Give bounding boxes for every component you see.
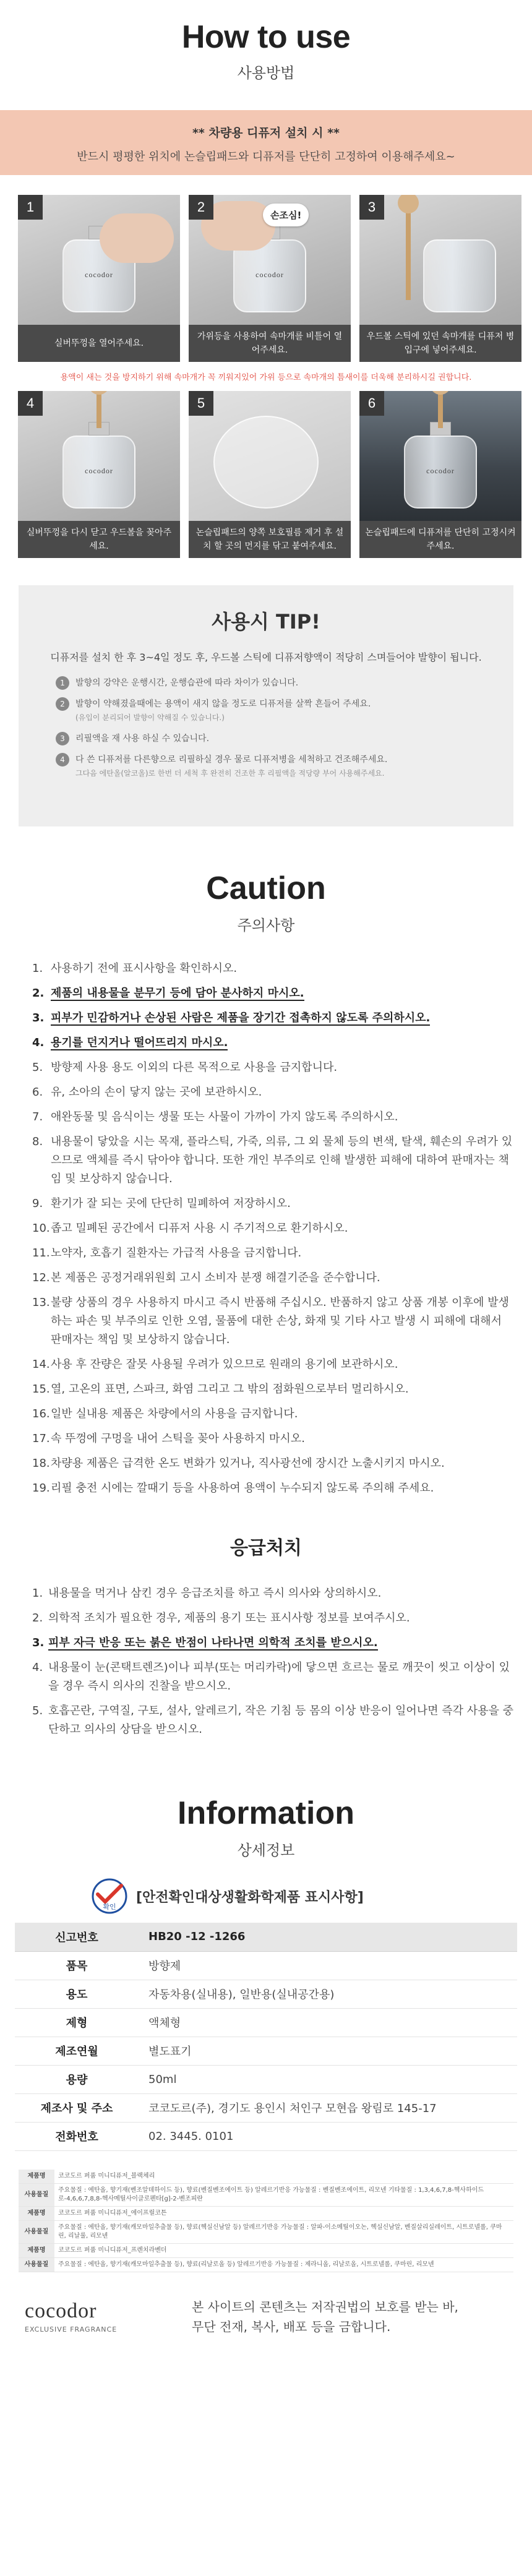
tip-list	[56, 676, 513, 780]
step-number: 1	[18, 195, 43, 220]
item-text: 내용물을 먹거나 삼킨 경우 응급조치를 하고 즉시 의사와 상의하시오.	[48, 1587, 382, 1600]
list-item	[32, 1380, 515, 1399]
info-value: 02. 3445. 0101	[139, 2122, 517, 2150]
item-text: 피부 자극 반응 또는 붉은 반점이 나타나면 의학적 조치를 받으시오.	[48, 1636, 378, 1649]
info-key: 용도	[15, 1980, 139, 2008]
step-photo-close	[18, 391, 180, 521]
item-text: 사용하기 전에 표시사항을 확인하시오.	[51, 962, 238, 975]
item-text: 일반 실내용 제품은 차량에서의 사용을 금지합니다.	[51, 1407, 298, 1420]
step-caption: 실버뚜껑을 다시 닫고 우드볼을 꽂아주세요.	[18, 521, 180, 558]
list-item	[32, 1454, 515, 1473]
info-key: 품목	[15, 1951, 139, 1980]
info-key: 신고번호	[15, 1923, 139, 1951]
information-header	[0, 1795, 532, 1860]
list-item	[56, 676, 513, 690]
item-text: 환기가 잘 되는 곳에 단단히 밀폐하여 저장하시오.	[51, 1197, 291, 1210]
item-number: 1.	[32, 962, 43, 975]
list-item	[32, 1702, 515, 1739]
table-row	[15, 2122, 517, 2150]
item-number: 17.	[32, 1432, 50, 1445]
info-key: 용량	[15, 2065, 139, 2093]
tip-text: 발향이 약해졌을때에는 용액이 새지 않을 정도로 디퓨저를 살짝 흔들어 주세요.	[75, 699, 371, 709]
information-title: Information	[178, 1795, 354, 1831]
product-value: 주요물질 : 에탄올, 향기재(캐모마일추출물 등), 향료(리날로올 등) 알레르기반응 가능물질 : 제라니올, 리날로올, 시트로넬롤, 쿠마린, 리모넨	[54, 2257, 513, 2272]
item-number: 19.	[32, 1482, 50, 1495]
info-key: 제조사 및 주소	[15, 2093, 139, 2122]
item-text: 방향제 사용 용도 이외의 다른 목적으로 사용을 금지합니다.	[51, 1061, 338, 1074]
item-number: 1.	[32, 1587, 43, 1600]
copyright-line: 무단 전재, 복사, 배포 등을 금합니다.	[192, 2319, 391, 2334]
product-value: 코코도르 퍼퓸 미니디퓨저_프렌치라벤더	[54, 2243, 513, 2257]
list-item	[32, 1659, 515, 1696]
item-number: 11.	[32, 1247, 50, 1260]
item-text: 유, 소아의 손이 닿지 않는 곳에 보관하시오.	[51, 1086, 262, 1099]
cert-title: [안전확인대상생활화학제품 표시사항]	[136, 1889, 364, 1905]
product-value: 주요물질 : 에탄올, 향기재(캐모마일추출물 등), 향료(헥실신남알 등) 알레르기반응 가능물질 : 알파-이소메틸이오논, 헥실신남알, 벤질살리실레이트, 시트로넬롤, 쿠마린, 리날룰, 리모넨	[54, 2220, 513, 2243]
step-number: 5	[189, 391, 213, 416]
list-item	[32, 1083, 515, 1102]
item-text: 열, 고온의 표면, 스파크, 화염 그리고 그 밖의 점화원으로부터 멀리하시오.	[51, 1383, 409, 1396]
item-number: 3.	[32, 1011, 45, 1024]
item-text: 용기를 던지거나 떨어뜨리지 마시오.	[51, 1036, 228, 1049]
product-value: 코코도르 퍼퓸 미니디퓨저_에이프릴코튼	[54, 2206, 513, 2220]
info-value: HB20 -12 -1266	[139, 1923, 517, 1951]
safety-check-icon	[92, 1878, 127, 1914]
list-item	[56, 697, 513, 724]
wood-stick-image	[438, 391, 443, 428]
table-row	[19, 2183, 513, 2206]
table-row	[15, 2008, 517, 2037]
item-text: 본 제품은 공정거래위원회 고시 소비자 분쟁 해결기준을 준수합니다.	[51, 1271, 380, 1284]
hand-image	[100, 213, 174, 263]
item-number: 2.	[32, 987, 45, 1000]
list-item	[56, 753, 513, 780]
item-text: 내용물이 눈(콘택트렌즈)이나 피부(또는 머리카락)에 닿으면 흐르는 물로 깨끗이 씻고 이상이 있을 경우 즉시 의사의 진찰을 받으시오.	[48, 1661, 510, 1693]
step-caption: 논슬립패드의 양쪽 보호필름 제거 후 설치 할 곳의 먼지를 닦고 붙여주세요.	[189, 521, 351, 558]
table-row	[15, 1951, 517, 1980]
tip-subtext: (유입이 분리되어 발향이 약해질 수 있습니다.)	[75, 713, 225, 722]
steps-row-1	[18, 195, 532, 362]
item-number: 8.	[32, 1135, 43, 1148]
product-key: 제품명	[19, 2243, 54, 2257]
product-key: 제품명	[19, 2170, 54, 2184]
item-text: 제품의 내용물을 분무기 등에 담아 분사하지 마시오.	[51, 987, 304, 1000]
item-number: 13.	[32, 1296, 50, 1309]
bottle-image: cocodor	[404, 436, 477, 509]
info-value: 50ml	[139, 2065, 517, 2093]
list-item	[32, 1634, 515, 1652]
step-photo-insert	[359, 195, 521, 325]
wood-ball-image	[430, 391, 451, 395]
table-row	[15, 2037, 517, 2065]
item-text: 호흡곤란, 구역질, 구토, 설사, 알레르기, 작은 기침 등 몸의 이상 반응이 일어나면 즉각 사용을 중단하고 의사의 상담을 받으시오.	[48, 1704, 514, 1736]
bottle-image: cocodor	[62, 239, 135, 312]
stopper-warning: 용액이 새는 것을 방지하기 위해 속마개가 꼭 끼워지있어 가위 등으로 속마개의 틈새이를 더욱해 분리하시길 권합니다.	[60, 373, 472, 382]
information-subtitle: 상세정보	[237, 1842, 295, 1859]
table-row	[15, 2065, 517, 2093]
step-card	[18, 391, 180, 558]
car-install-notice	[0, 110, 532, 175]
item-number: 2.	[32, 1612, 43, 1625]
list-item	[32, 1609, 515, 1628]
item-text: 애완동물 및 음식이는 생물 또는 사물이 가까이 가지 않도록 주의하시오.	[51, 1110, 398, 1123]
item-number: 7.	[32, 1110, 43, 1123]
how-to-use-header	[0, 0, 532, 82]
step-number: 6	[359, 391, 384, 416]
info-value: 자동차용(실내용), 일반용(실내공간용)	[139, 1980, 517, 2008]
notice-text: 반드시 평평한 위치에 논슬립패드와 디퓨저를 단단히 고정하여 이용해주세요~	[77, 150, 455, 163]
step-card	[189, 195, 351, 362]
step-number: 4	[18, 391, 43, 416]
item-text: 차량용 제품은 급격한 온도 변화가 있거나, 직사광선에 장시간 노출시키지 마시오.	[51, 1457, 445, 1470]
tip-title: 사용시 TIP!	[212, 610, 320, 633]
info-table	[15, 1923, 517, 2151]
item-text: 좁고 밀폐된 공간에서 디퓨저 사용 시 주기적으로 환기하시오.	[51, 1222, 348, 1235]
list-item	[32, 1219, 515, 1238]
product-key: 사용물질	[19, 2220, 54, 2243]
step-caption: 논슬립패드에 디퓨저를 단단히 고정시켜주세요.	[359, 521, 521, 558]
step-card	[18, 195, 180, 362]
list-item	[32, 1355, 515, 1374]
table-row	[19, 2206, 513, 2220]
wood-ball-image	[398, 195, 419, 213]
tip-subtext: 그다음 에탄올(알코올)로 한번 더 세척 후 완전히 건조한 후 리필액을 적당량 부어 사용해주세요.	[75, 769, 385, 778]
bottle-image: cocodor	[62, 436, 135, 509]
list-item	[32, 1479, 515, 1498]
list-item	[32, 1269, 515, 1287]
caution-header	[0, 870, 532, 935]
product-substance-table	[19, 2170, 513, 2272]
item-text: 피부가 민감하거나 손상된 사람은 제품을 장기간 접촉하지 않도록 주의하시오.	[51, 1011, 431, 1024]
step-photo-car	[359, 391, 521, 521]
table-row	[19, 2257, 513, 2272]
item-text: 의학적 조치가 필요한 경우, 제품의 용기 또는 표시사항 정보를 보여주시오.	[48, 1612, 410, 1625]
item-number: 10.	[32, 1222, 50, 1235]
steps-row-2	[18, 391, 532, 558]
wood-ball-image	[88, 391, 109, 395]
caution-list	[32, 960, 515, 1498]
product-key: 사용물질	[19, 2183, 54, 2206]
list-item	[56, 732, 513, 745]
info-value: 액체형	[139, 2008, 517, 2037]
item-number: 18.	[32, 1457, 50, 1470]
info-key: 제형	[15, 2008, 139, 2037]
wood-stick-image	[97, 391, 101, 428]
list-item	[32, 1034, 515, 1052]
how-to-use-subtitle: 사용방법	[237, 64, 295, 82]
cert-logo-text: 확인	[103, 1903, 116, 1911]
item-text: 리필 충전 시에는 깔때기 등을 사용하여 용액이 누수되지 않도록 주의해 주세요.	[51, 1482, 434, 1495]
step-card	[189, 391, 351, 558]
item-number: 3.	[32, 1636, 45, 1649]
item-number: 12.	[32, 1271, 50, 1284]
product-key: 사용물질	[19, 2257, 54, 2272]
usage-tip-box	[19, 585, 513, 826]
list-item	[32, 960, 515, 978]
list-item	[32, 1108, 515, 1127]
list-item	[32, 1405, 515, 1423]
step-caption: 실버뚜껑을 열어주세요.	[18, 325, 180, 362]
how-to-use-title: How to use	[181, 19, 351, 55]
first-aid-title: 응급처치	[230, 1537, 302, 1559]
safety-cert-row	[92, 1878, 532, 1914]
table-row	[19, 2220, 513, 2243]
item-number: 9.	[32, 1197, 43, 1210]
table-row	[19, 2243, 513, 2257]
brand-tagline: EXCLUSIVE FRAGRANCE	[25, 2325, 118, 2333]
footer	[25, 2297, 532, 2337]
caution-bubble: 손조심!	[263, 204, 309, 226]
item-number: 5.	[32, 1704, 43, 1717]
first-aid-list	[32, 1584, 515, 1739]
item-number: 4.	[32, 1661, 43, 1674]
step-card	[359, 391, 521, 558]
item-text: 속 뚜껑에 구멍을 내어 스틱을 꽂아 사용하지 마시오.	[51, 1432, 305, 1445]
tip-lead: 디퓨저를 설치 한 후 3~4일 정도 후, 우드볼 스틱에 디퓨저향액이 적당히 스며들어야 발향이 됩니다.	[50, 651, 482, 663]
copyright-notice	[192, 2297, 458, 2337]
step-card	[359, 195, 521, 362]
list-item	[32, 1195, 515, 1213]
table-row	[15, 2093, 517, 2122]
table-row	[15, 1980, 517, 2008]
info-key: 전화번호	[15, 2122, 139, 2150]
list-item	[32, 1430, 515, 1448]
brand-name: cocodor	[25, 2299, 97, 2322]
step-caption: 가위등을 사용하여 속마개를 비틀어 열어주세요.	[189, 325, 351, 362]
product-value: 주요물질 : 에탄올, 향기재(벤조알데하이드 등), 향료(벤질벤조에이트 등) 알레르기반응 가능물질 : 벤질벤조에이트, 리모넨 기타물질 : 1,3,4,6,7,8-헥사하이드로-4,6,6,7,8,8-헥사메틸사이클로펜타[g]-2-벤조피란	[54, 2183, 513, 2206]
tip-number: 3	[56, 732, 69, 745]
table-row	[19, 2170, 513, 2184]
nonslip-pad-image	[213, 416, 319, 509]
product-key: 제품명	[19, 2206, 54, 2220]
step-caption: 우드볼 스틱에 있던 속마개를 디퓨저 병 입구에 넣어주세요.	[359, 325, 521, 362]
table-row	[15, 1923, 517, 1951]
tip-number: 2	[56, 697, 69, 711]
item-text: 내용물이 닿았을 시는 목재, 플라스틱, 가죽, 의류, 그 외 물체 등의 변색, 탈색, 훼손의 우려가 있으므로 액체를 즉시 닦아야 합니다. 또한 개인 부주의로 인해 발생한 피해에 대하여 판매자는 책임 및 보상하지 않습니다.	[51, 1135, 513, 1185]
product-value: 코코도르 퍼퓸 미니디퓨저_블랙체리	[54, 2170, 513, 2184]
brand-logo	[25, 2299, 155, 2333]
step-photo-scissors	[189, 195, 351, 325]
caution-title: Caution	[206, 870, 326, 906]
item-number: 4.	[32, 1036, 45, 1049]
tip-text: 다 쓴 디퓨저를 다른향으로 리필하실 경우 물로 디퓨저병을 세척하고 건조해주세요.	[75, 755, 388, 765]
item-text: 노약자, 호흡기 질환자는 가급적 사용을 금지합니다.	[51, 1247, 302, 1260]
copyright-line: 본 사이트의 콘텐츠는 저작권법의 보호를 받는 바,	[192, 2299, 458, 2314]
item-text: 불량 상품의 경우 사용하지 마시고 즉시 반품해 주십시오. 반품하지 않고 상품 개봉 이후에 발생하는 파손 및 부주의로 인한 오염, 물품에 대한 손상, 화재 및 기타 사고 발생 시 피해에 대해서 판매자는 책임 및 보상하지 않습니다.	[51, 1296, 509, 1346]
list-item	[32, 1294, 515, 1349]
list-item	[32, 1584, 515, 1603]
info-value: 별도표기	[139, 2037, 517, 2065]
item-number: 15.	[32, 1383, 50, 1396]
bottle-image: cocodor	[233, 239, 306, 312]
tip-text: 발향의 강약은 운행시간, 운행습관에 따라 차이가 있습니다.	[75, 678, 299, 688]
item-number: 16.	[32, 1407, 50, 1420]
notice-title: ** 차량용 디퓨저 설치 시 **	[192, 126, 340, 140]
item-text: 사용 후 잔량은 잘못 사용될 우려가 있으므로 원래의 용기에 보관하시오.	[51, 1358, 398, 1371]
item-number: 14.	[32, 1358, 50, 1371]
tip-number: 4	[56, 753, 69, 766]
info-key: 제조연월	[15, 2037, 139, 2065]
info-value: 코코도르(주), 경기도 용인시 처인구 모현읍 왕림로 145-17	[139, 2093, 517, 2122]
step-photo-pad	[189, 391, 351, 521]
first-aid-header	[0, 1532, 532, 1560]
info-value: 방향제	[139, 1951, 517, 1980]
step-number: 3	[359, 195, 384, 220]
step-photo-open-cap	[18, 195, 180, 325]
list-item	[32, 1244, 515, 1263]
bottle-image	[423, 239, 496, 312]
list-item	[32, 1058, 515, 1077]
step-number: 2	[189, 195, 213, 220]
wood-stick-image	[406, 207, 411, 300]
list-item	[32, 984, 515, 1003]
list-item	[32, 1009, 515, 1028]
tip-text: 리필액을 재 사용 하실 수 있습니다.	[75, 734, 210, 744]
item-number: 5.	[32, 1061, 43, 1074]
caution-subtitle: 주의사항	[237, 917, 295, 934]
list-item	[32, 1133, 515, 1188]
item-number: 6.	[32, 1086, 43, 1099]
tip-number: 1	[56, 676, 69, 690]
